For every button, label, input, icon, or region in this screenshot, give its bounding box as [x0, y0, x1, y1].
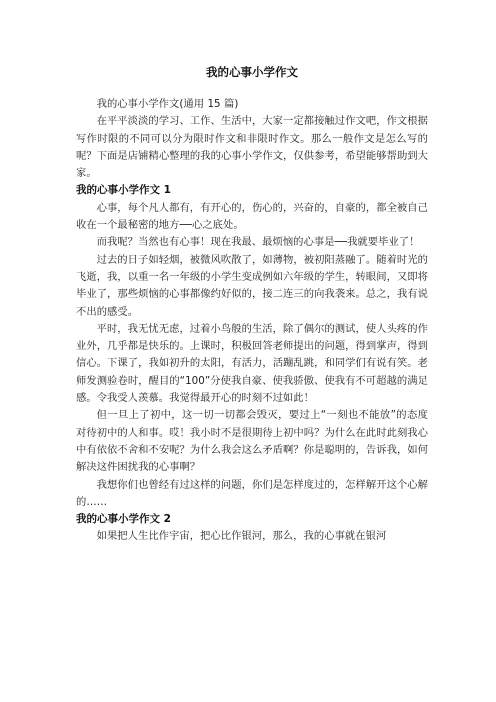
intro-line: 我的心事小学作文(通用 15 篇): [96, 98, 239, 110]
document-title: 我的心事小学作文: [206, 65, 298, 79]
document-page: [76, 64, 428, 546]
section-heading-2: 我的心事小学作文 2: [76, 513, 171, 526]
section1-paragraph-6: 我想你们也曾经有过这样的问题，你们是怎样度过的，怎样解开这个心解的……: [76, 478, 428, 508]
section1-paragraph-5: 但一旦上了初中，这一切一切都会毁灭，要过上“一刻也不能放”的态度对待初中的人和事。哎！我小时不是很期待上初中吗？为什么在此时此刻我心中有依依不舍和不安呢？为什么我会这么矛盾啊？你是聪明的，告诉我，如何解决这件困扰我的心事啊？: [76, 409, 428, 474]
section-heading-1: 我的心事小学作文 1: [76, 184, 171, 197]
section1-paragraph-3: 过去的日子如轻烟，被微风吹散了，如薄物，被初阳蒸融了。随着时光的飞逝，我，以重一名一年级的小学生变成例如六年级的学生，转眼间，又即将毕业了，那些烦恼的心事都像约好似的，接二连三的向我袭来。总之，我有说不出的感受。: [76, 253, 428, 318]
intro-paragraph: 在平平淡淡的学习、工作、生活中，大家一定都接触过作文吧，作文根据写作时限的不同可以分为限时作文和非限时作文。那么一般作文是怎么写的呢？下面是店铺精心整理的我的心事小学作文，仅供参考，希望能够帮助到大家。: [76, 115, 428, 180]
section1-paragraph-1: 心事，每个凡人都有，有开心的，伤心的，兴奋的，自豪的，都全被自己收在一个最秘密的地方──心之底处。: [76, 201, 428, 232]
section2-paragraph-1: 如果把人生比作宇宙，把心比作银河，那么，我的心事就在银河: [96, 530, 387, 543]
section1-paragraph-2: 而我呢？当然也有心事！现在我最、最烦恼的心事是──我就要毕业了！: [96, 236, 420, 249]
section1-paragraph-4: 平时，我无忧无虑，过着小鸟般的生活，除了偶尔的测试，使人头疼的作业外，几乎都是快乐的。上课时，积极回答老师提出的问题，得到掌声，得到信心。下课了，我如初升的太阳，有活力，活蹦乱跳，和同学们有说有笑。老师发测验卷时，醒目的“100”分使我自豪、使我骄傲、使我有不可超越的满足感。令我受人羡慕。我觉得最开心的时刻不过如此！: [76, 322, 428, 405]
